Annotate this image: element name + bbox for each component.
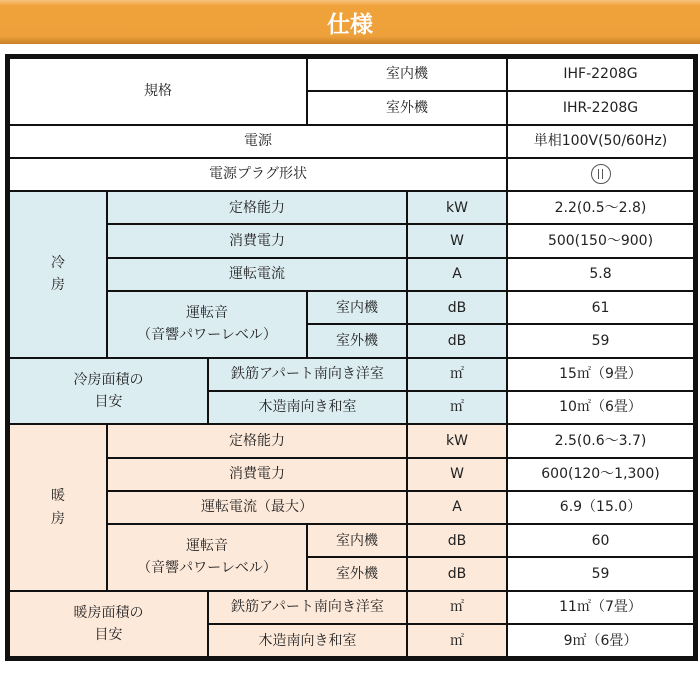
row-label: 定格能力 [107, 424, 407, 457]
spec-table [8, 57, 695, 658]
value: 5.8 [507, 258, 694, 291]
value: 61 [507, 291, 694, 324]
row-label: 定格能力 [107, 191, 407, 224]
value: 2.5(0.6～3.7) [507, 424, 694, 457]
unit: dB [407, 324, 507, 357]
cooling-area-label: 冷房面積の 目安 [9, 358, 208, 425]
indoor-label: 室内機 [307, 524, 407, 557]
unit: dB [407, 291, 507, 324]
row-label: 運転電流 [107, 258, 407, 291]
cooling-label: 冷 房 [9, 191, 107, 357]
outdoor-label: 室外機 [307, 324, 407, 357]
value: 6.9（15.0） [507, 491, 694, 524]
noise-label: 運転音 （音響パワーレベル） [107, 524, 307, 591]
section-header [0, 0, 700, 44]
value: 15㎡（9畳） [507, 358, 694, 391]
value: 2.2(0.5～2.8) [507, 191, 694, 224]
rc-room-label: 鉄筋アパート南向き洋室 [208, 358, 407, 391]
unit: A [407, 258, 507, 291]
unit: ㎡ [407, 591, 507, 624]
outdoor-label: 室外機 [307, 557, 407, 590]
unit: dB [407, 524, 507, 557]
unit: W [407, 224, 507, 257]
noise-label: 運転音 （音響パワーレベル） [107, 291, 307, 358]
outdoor-model: IHR-2208G [507, 91, 694, 124]
plug-icon [591, 164, 611, 184]
plug-label: 電源プラグ形状 [9, 158, 507, 191]
outdoor-label: 室外機 [307, 91, 507, 124]
spec-label: 規格 [9, 58, 307, 125]
value: 59 [507, 324, 694, 357]
value: 59 [507, 557, 694, 590]
wood-room-label: 木造南向き和室 [208, 624, 407, 657]
heating-area-label: 暖房面積の 目安 [9, 591, 208, 658]
unit: dB [407, 557, 507, 590]
value: 500(150～900) [507, 224, 694, 257]
value: 60 [507, 524, 694, 557]
unit: kW [407, 424, 507, 457]
unit: ㎡ [407, 624, 507, 657]
value: 600(120～1,300) [507, 458, 694, 491]
unit: A [407, 491, 507, 524]
unit: W [407, 458, 507, 491]
row-label: 消費電力 [107, 458, 407, 491]
power-value: 単相100V(50/60Hz) [507, 125, 694, 158]
value: 10㎡（6畳） [507, 391, 694, 424]
indoor-label: 室内機 [307, 58, 507, 91]
heating-label: 暖 房 [9, 424, 107, 590]
unit: kW [407, 191, 507, 224]
section-title: 仕様 [327, 11, 373, 38]
power-label: 電源 [9, 125, 507, 158]
unit: ㎡ [407, 358, 507, 391]
value: 9㎡（6畳） [507, 624, 694, 657]
indoor-model: IHF-2208G [507, 58, 694, 91]
unit: ㎡ [407, 391, 507, 424]
value: 11㎡（7畳） [507, 591, 694, 624]
wood-room-label: 木造南向き和室 [208, 391, 407, 424]
row-label: 運転電流（最大） [107, 491, 407, 524]
rc-room-label: 鉄筋アパート南向き洋室 [208, 591, 407, 624]
indoor-label: 室内機 [307, 291, 407, 324]
row-label: 消費電力 [107, 224, 407, 257]
